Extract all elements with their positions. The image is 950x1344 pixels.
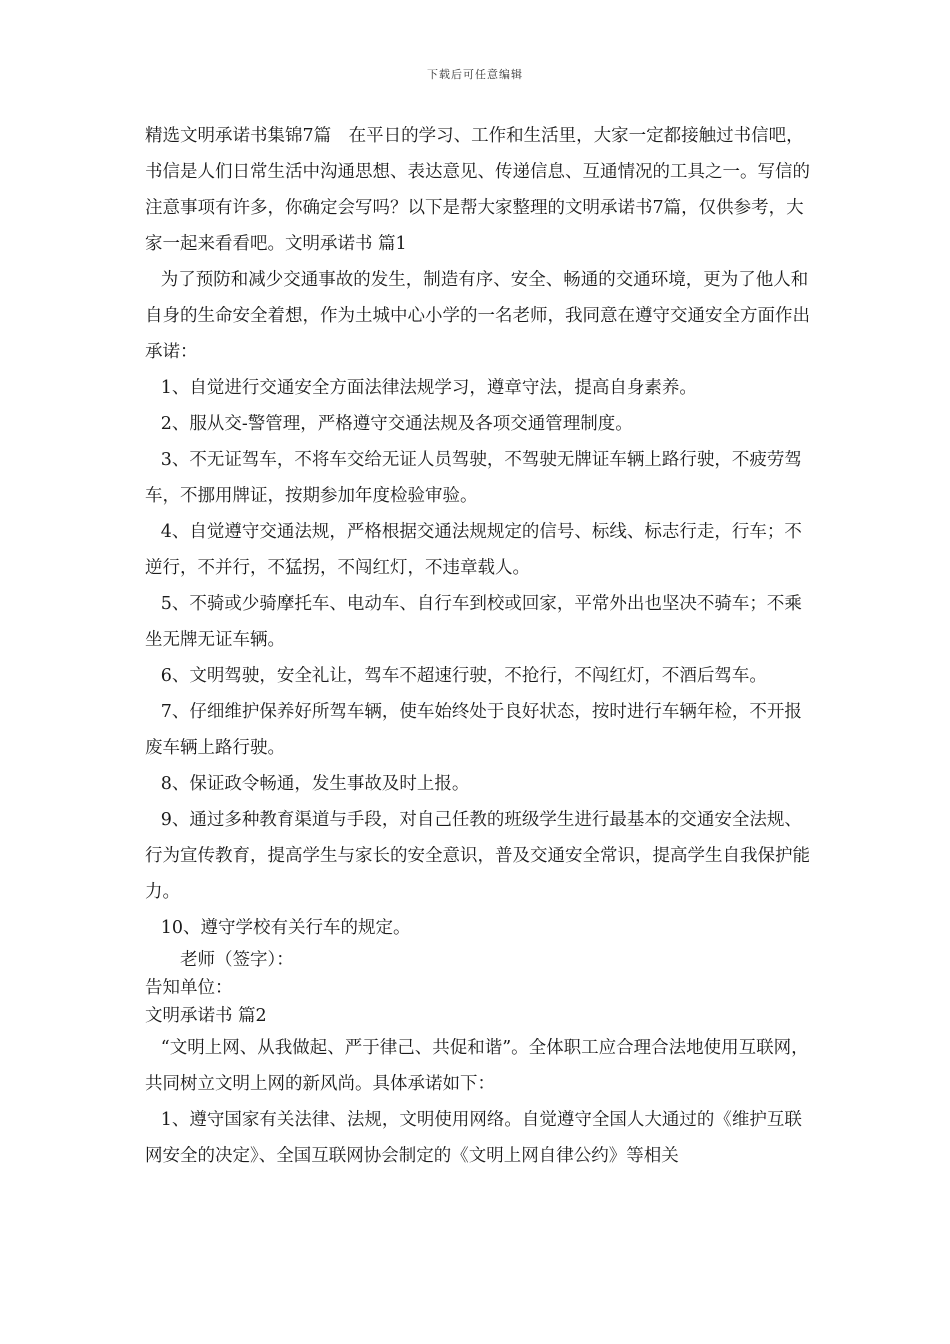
list-item: 3、不无证驾车，不将车交给无证人员驾驶，不驾驶无牌证车辆上路行驶，不疲劳驾车，不挪用牌证，按期参加年度检验审验。 bbox=[145, 450, 802, 506]
signature-line: 老师（签字）： bbox=[180, 950, 294, 970]
list-item: 4、自觉遵守交通法规，严格根据交通法规规定的信号、标线、标志行走，行车；不逆行，不并行，不猛拐，不闯红灯，不违章载人。 bbox=[145, 522, 802, 578]
list-item: 9、通过多种教育渠道与手段，对自己任教的班级学生进行最基本的交通安全法规、行为宣传教育，提高学生与家长的安全意识，普及交通安全常识，提高学生自我保护能力。 bbox=[145, 810, 810, 902]
list-item: 10、遵守学校有关行车的规定。 bbox=[160, 918, 411, 938]
document-body bbox=[145, 118, 810, 1174]
list-item: 2、服从交-警管理，严格遵守交通法规及各项交通管理制度。 bbox=[160, 414, 633, 434]
notice-unit-line: 告知单位： bbox=[145, 978, 233, 998]
list-item: 5、不骑或少骑摩托车、电动车、自行车到校或回家，平常外出也坚决不骑车；不乘坐无牌无证车辆。 bbox=[145, 594, 802, 650]
section-heading: 文明承诺书 篇2 bbox=[145, 1006, 267, 1026]
list-item: 8、保证政令畅通，发生事故及时上报。 bbox=[160, 774, 470, 794]
list-item: 1、遵守国家有关法律、法规，文明使用网络。自觉遵守全国人大通过的《维护互联网安全的决定》、全国互联网协会制定的《文明上网自律公约》等相关 bbox=[145, 1110, 802, 1166]
body-paragraph: 为了预防和减少交通事故的发生，制造有序、安全、畅通的交通环境，更为了他人和自身的生命安全着想，作为土城中心小学的一名老师，我同意在遵守交通安全方面作出承诺： bbox=[145, 270, 810, 362]
intro-paragraph: 精选文明承诺书集锦7篇 在平日的学习、工作和生活里，大家一定都接触过书信吧，书信是人们日常生活中沟通思想、表达意见、传递信息、互通情况的工具之一。写信的注意事项有许多，你确定会写吗？以下是帮大家整理的文明承诺书7篇，仅供参考，大家一起来看看吧。文明承诺书 篇1 bbox=[145, 126, 810, 254]
body-paragraph: “文明上网、从我做起、严于律己、共促和谐”。全体职工应合理合法地使用互联网，共同树立文明上网的新风尚。具体承诺如下： bbox=[145, 1038, 809, 1094]
list-item: 1、自觉进行交通安全方面法律法规学习，遵章守法，提高自身素养。 bbox=[160, 378, 697, 398]
list-item: 6、文明驾驶，安全礼让，驾车不超速行驶，不抢行，不闯红灯，不酒后驾车。 bbox=[160, 666, 767, 686]
page-header: 下载后可任意编辑 bbox=[427, 68, 523, 81]
list-item: 7、仔细维护保养好所驾车辆，使车始终处于良好状态，按时进行车辆年检，不开报废车辆上路行驶。 bbox=[145, 702, 802, 758]
